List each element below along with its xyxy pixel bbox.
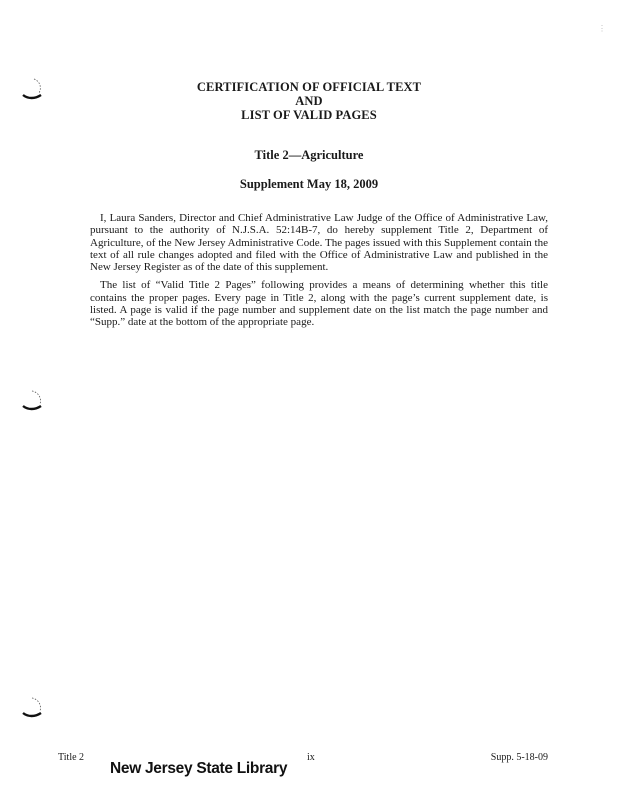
heading-line: LIST OF VALID PAGES xyxy=(241,108,377,122)
document-title: Title 2—Agriculture xyxy=(254,148,364,162)
footer-title: Title 2 xyxy=(58,752,85,763)
library-stamp: New Jersey State Library xyxy=(110,760,288,777)
scan-artifact-icon: ⋮ xyxy=(598,24,606,33)
punch-hole-icon xyxy=(20,388,46,414)
supplement-date: Supplement May 18, 2009 xyxy=(239,177,379,191)
footer-page-number: ix xyxy=(307,752,315,763)
punch-hole-icon xyxy=(20,696,46,722)
paragraph: I, Laura Sanders, Director and Chief Administrative Law Judge of the Office of Administrative Law, pursuant to the authority of N.J.S.A. 52:14B-7, do hereby supplement Title 2, Department of Agriculture, of the New Jersey Administrative Code. The pages issued with this Supplement contain the text of all rule changes adopted and filed with the Office of Administrative Law and published in the New Jersey Register as of the date of this supplement. xyxy=(90,212,548,274)
certification-heading xyxy=(0,80,618,122)
footer-supplement: Supp. 5-18-09 xyxy=(490,752,548,763)
paragraph: The list of “Valid Title 2 Pages” following provides a means of determining whether this title contains the proper pages. Every page in Title 2, along with the page’s current supplement date, is listed. A page is valid if the page number and supplement date on the list match the page number and “Supp.” date at the bottom of the appropriate page. xyxy=(90,279,548,329)
heading-line: AND xyxy=(295,94,323,108)
body-text xyxy=(90,212,548,335)
heading-line: CERTIFICATION OF OFFICIAL TEXT xyxy=(196,80,422,94)
